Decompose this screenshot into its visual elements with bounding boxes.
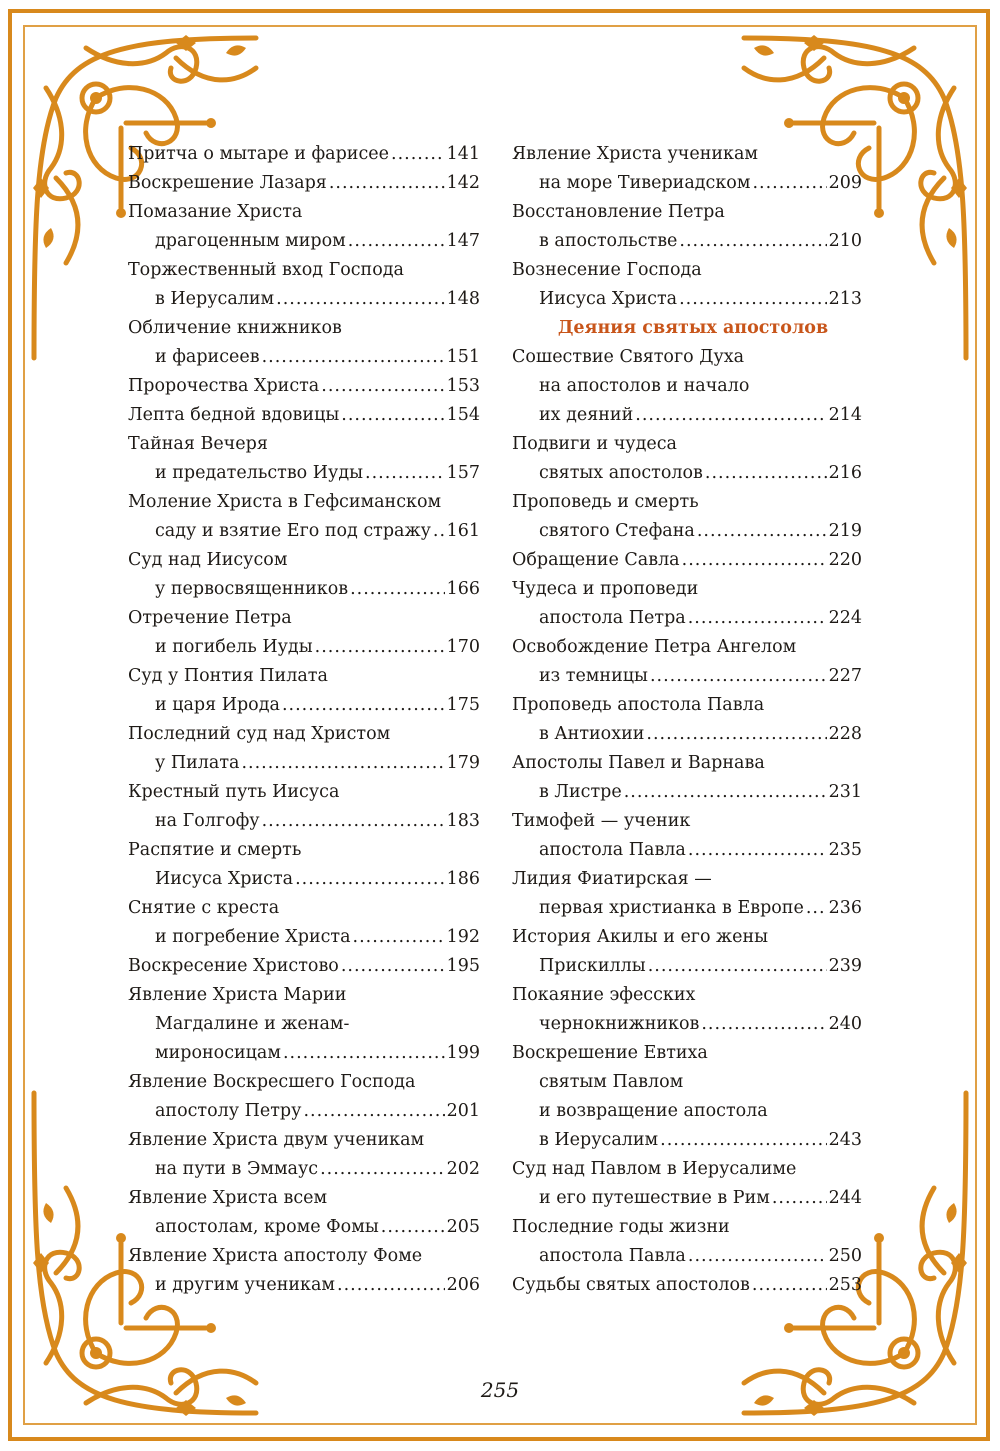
toc-entry-title: первая христианка в Европе bbox=[539, 898, 804, 918]
toc-entry-title: в Иерусалим bbox=[539, 1130, 659, 1150]
toc-entry-line bbox=[128, 575, 480, 604]
toc-entry-title: Воскрешение Евтиха bbox=[512, 1043, 708, 1063]
toc-entry-line bbox=[512, 691, 862, 720]
toc-entry-line bbox=[128, 749, 480, 778]
toc-entry-title: Лидия Фиатирская — bbox=[512, 869, 712, 889]
toc-entry-line bbox=[128, 1184, 480, 1213]
toc-entry-line bbox=[512, 1126, 862, 1155]
dot-leader bbox=[660, 1126, 826, 1155]
toc-entry-page: 166 bbox=[446, 579, 480, 599]
toc-entry-page: 183 bbox=[446, 811, 480, 831]
toc-entry-page: 243 bbox=[828, 1130, 862, 1150]
toc-entry bbox=[512, 1039, 862, 1155]
toc-entry-title: Тимофей — ученик bbox=[512, 811, 691, 831]
toc-entry-title: Явление Христа апостолу Фоме bbox=[128, 1246, 423, 1266]
toc-entry-title: у Пилата bbox=[155, 753, 240, 773]
toc-entry bbox=[512, 749, 862, 807]
toc-entry-line bbox=[128, 459, 480, 488]
dot-leader bbox=[688, 604, 827, 633]
toc-entry-title: Отречение Петра bbox=[128, 608, 292, 628]
toc-entry bbox=[128, 372, 480, 401]
dot-leader bbox=[282, 691, 445, 720]
dot-leader bbox=[624, 778, 827, 807]
dot-leader bbox=[688, 836, 827, 865]
toc-entry-title: из темницы bbox=[539, 666, 648, 686]
dot-leader bbox=[241, 749, 444, 778]
toc-entry-title: Моление Христа в Гефсиманском bbox=[128, 492, 442, 512]
toc-entry-title: Суд у Понтия Пилата bbox=[128, 666, 328, 686]
toc-entry-title: Иисуса Христа bbox=[155, 869, 294, 889]
dot-leader bbox=[650, 662, 827, 691]
toc-entry bbox=[128, 604, 480, 662]
toc-entry-line bbox=[128, 1010, 480, 1039]
toc-entry-page: 244 bbox=[828, 1188, 862, 1208]
toc-entry-line bbox=[512, 169, 862, 198]
toc-entry-title: Явление Христа Марии bbox=[128, 985, 347, 1005]
toc-entry-line bbox=[128, 488, 480, 517]
dot-leader bbox=[701, 1010, 826, 1039]
toc-entry-page: 201 bbox=[446, 1101, 480, 1121]
toc-entry bbox=[128, 778, 480, 836]
toc-entry-title: Воскрешение Лазаря bbox=[128, 173, 327, 193]
toc-entry-title: Освобождение Петра Ангелом bbox=[512, 637, 797, 657]
toc-entry-page: 216 bbox=[828, 463, 862, 483]
toc-entry-line bbox=[512, 633, 862, 662]
toc-entry bbox=[512, 923, 862, 981]
toc-entry-page: 154 bbox=[446, 405, 480, 425]
toc-entry bbox=[512, 198, 862, 256]
toc-entry-title: Притча о мытаре и фарисее bbox=[128, 144, 389, 164]
toc-entry-line bbox=[512, 865, 862, 894]
toc-entry-line bbox=[128, 285, 480, 314]
toc-entry-title: Снятие с креста bbox=[128, 898, 280, 918]
dot-leader bbox=[433, 517, 445, 546]
toc-entry-title: апостола Павла bbox=[539, 840, 686, 860]
toc-entry bbox=[512, 1213, 862, 1271]
dot-leader bbox=[806, 894, 827, 923]
toc-entry-line bbox=[128, 1126, 480, 1155]
toc-entry-title: Явление Христа всем bbox=[128, 1188, 328, 1208]
toc-entry-line bbox=[512, 1213, 862, 1242]
toc-entry-title: саду и взятие Его под стражу bbox=[155, 521, 431, 541]
toc-entry bbox=[512, 140, 862, 198]
toc-entry-title: Последний суд над Христом bbox=[128, 724, 391, 744]
toc-right-column bbox=[512, 140, 862, 1300]
toc-entry-line bbox=[128, 227, 480, 256]
toc-entry-page: 209 bbox=[828, 173, 862, 193]
toc-entry bbox=[128, 952, 480, 981]
dot-leader bbox=[635, 401, 826, 430]
dot-leader bbox=[329, 169, 445, 198]
toc-entry bbox=[512, 575, 862, 633]
toc-entry-line bbox=[128, 169, 480, 198]
toc-entry-title: и возвращение апостола bbox=[539, 1101, 768, 1121]
toc-entry-line bbox=[512, 372, 862, 401]
toc-entry-page: 231 bbox=[828, 782, 862, 802]
toc-entry bbox=[128, 1242, 480, 1300]
dot-leader bbox=[283, 1039, 445, 1068]
dot-leader bbox=[705, 459, 827, 488]
toc-entry bbox=[128, 662, 480, 720]
toc-entry-line bbox=[512, 256, 862, 285]
toc-entry bbox=[128, 1068, 480, 1126]
toc-entry-page: 153 bbox=[446, 376, 480, 396]
dot-leader bbox=[752, 1271, 827, 1300]
dot-leader bbox=[276, 285, 444, 314]
toc-entry-title: Явление Христа ученикам bbox=[512, 144, 759, 164]
toc-entry-line bbox=[512, 836, 862, 865]
toc-entry-line bbox=[128, 923, 480, 952]
toc-entry-line bbox=[128, 517, 480, 546]
toc-entry-page: 224 bbox=[828, 608, 862, 628]
toc-entry-title: их деяний bbox=[539, 405, 634, 425]
toc-entry-page: 205 bbox=[446, 1217, 480, 1237]
toc-entry-line bbox=[128, 720, 480, 749]
toc-entry-title: драгоценным миром bbox=[155, 231, 346, 251]
toc-entry-title: Судьбы святых апостолов bbox=[512, 1275, 750, 1295]
toc-entry bbox=[512, 488, 862, 546]
toc-entry-page: 148 bbox=[446, 289, 480, 309]
toc-entry-page: 142 bbox=[446, 173, 480, 193]
toc-entry-title: на апостолов и начало bbox=[539, 376, 750, 396]
toc-entry bbox=[512, 430, 862, 488]
toc-entry-line bbox=[128, 198, 480, 227]
toc-entry-line bbox=[512, 285, 862, 314]
toc-entry-line bbox=[512, 662, 862, 691]
dot-leader bbox=[381, 1213, 445, 1242]
toc-entry-line bbox=[128, 1271, 480, 1300]
toc-entry bbox=[128, 836, 480, 894]
toc-entry-page: 240 bbox=[828, 1014, 862, 1034]
toc-entry-page: 250 bbox=[828, 1246, 862, 1266]
dot-leader bbox=[679, 285, 827, 314]
toc-entry-title: Подвиги и чудеса bbox=[512, 434, 677, 454]
dot-leader bbox=[391, 140, 445, 169]
toc-entry-title: святым Павлом bbox=[539, 1072, 684, 1092]
toc-entry-line bbox=[128, 691, 480, 720]
toc-entry bbox=[512, 546, 862, 575]
toc-entry bbox=[128, 401, 480, 430]
toc-entry-line bbox=[128, 778, 480, 807]
toc-entry-line bbox=[512, 343, 862, 372]
toc-entry-line bbox=[128, 372, 480, 401]
toc-entry-page: 170 bbox=[446, 637, 480, 657]
dot-leader bbox=[315, 633, 445, 662]
toc-entry-line bbox=[128, 430, 480, 459]
toc-entry-title: История Акилы и его жены bbox=[512, 927, 769, 947]
toc-entry-line bbox=[128, 1097, 480, 1126]
toc-entry-line bbox=[512, 894, 862, 923]
dot-leader bbox=[321, 372, 444, 401]
toc-entry-line bbox=[128, 981, 480, 1010]
dot-leader bbox=[365, 459, 445, 488]
dot-leader bbox=[320, 1155, 445, 1184]
toc-entry-title: на пути в Эммаус bbox=[155, 1159, 319, 1179]
toc-entry-line bbox=[512, 1271, 862, 1300]
toc-entry-page: 213 bbox=[828, 289, 862, 309]
toc-entry-page: 206 bbox=[446, 1275, 480, 1295]
toc-entry bbox=[128, 140, 480, 169]
toc-entry bbox=[128, 169, 480, 198]
toc-entry-line bbox=[128, 1242, 480, 1271]
toc-entry bbox=[128, 314, 480, 372]
toc-entry bbox=[128, 720, 480, 778]
toc-entry-page: 253 bbox=[828, 1275, 862, 1295]
toc-entry-title: Обращение Савла bbox=[512, 550, 680, 570]
toc-entry-line bbox=[128, 836, 480, 865]
toc-entry-title: в Листре bbox=[539, 782, 622, 802]
toc-entry-line bbox=[512, 430, 862, 459]
toc-entry-title: Апостолы Павел и Варнава bbox=[512, 753, 765, 773]
toc-entry-title: Сошествие Святого Духа bbox=[512, 347, 745, 367]
toc-entry-title: Воскресение Христово bbox=[128, 956, 339, 976]
toc-entry-title: Чудеса и проповеди bbox=[512, 579, 699, 599]
dot-leader bbox=[350, 575, 444, 604]
toc-entry-page: 151 bbox=[446, 347, 480, 367]
toc-entry-line bbox=[128, 865, 480, 894]
dot-leader bbox=[682, 546, 827, 575]
toc-entry-line bbox=[512, 1068, 862, 1097]
toc-entry-line bbox=[512, 604, 862, 633]
toc-entry-line bbox=[512, 1097, 862, 1126]
toc-entry-line bbox=[128, 1155, 480, 1184]
toc-entry-line bbox=[128, 546, 480, 575]
toc-entry-line bbox=[512, 1039, 862, 1068]
toc-entry bbox=[512, 981, 862, 1039]
toc-entry-title: Явление Воскресшего Господа bbox=[128, 1072, 416, 1092]
toc-entry-line bbox=[512, 720, 862, 749]
toc-entry bbox=[512, 865, 862, 923]
section-heading: Деяния святых апостолов bbox=[557, 318, 829, 338]
toc-entry-line bbox=[512, 981, 862, 1010]
toc-entry-page: 220 bbox=[828, 550, 862, 570]
toc-right-top-list bbox=[512, 140, 862, 314]
toc-entry-title: Распятие и смерть bbox=[128, 840, 302, 860]
dot-leader bbox=[348, 227, 445, 256]
toc-entry-title: Пророчества Христа bbox=[128, 376, 320, 396]
toc-entry-title: апостолу Петру bbox=[155, 1101, 302, 1121]
toc-entry-line bbox=[512, 517, 862, 546]
toc-entry-title: Тайная Вечеря bbox=[128, 434, 268, 454]
toc-entry-page: 199 bbox=[446, 1043, 480, 1063]
toc-entry-line bbox=[128, 1068, 480, 1097]
toc-entry-line bbox=[512, 1242, 862, 1271]
toc-entry bbox=[512, 807, 862, 865]
toc-entry-title: Помазание Христа bbox=[128, 202, 303, 222]
toc-entry-title: Прискиллы bbox=[539, 956, 646, 976]
toc-entry-line bbox=[512, 1155, 862, 1184]
toc-entry-line bbox=[512, 546, 862, 575]
toc-entry-title: Последние годы жизни bbox=[512, 1217, 730, 1237]
toc-entry-line bbox=[512, 227, 862, 256]
toc-entry-line bbox=[128, 662, 480, 691]
toc-entry-title: Торжественный вход Господа bbox=[128, 260, 404, 280]
toc-entry-line bbox=[128, 1039, 480, 1068]
toc-entry bbox=[512, 1155, 862, 1213]
toc-entry-title: Покаяние эфесских bbox=[512, 985, 696, 1005]
dot-leader bbox=[752, 169, 826, 198]
toc-entry-line bbox=[128, 1213, 480, 1242]
toc-entry-title: на Голгофу bbox=[155, 811, 260, 831]
toc-entry-page: 175 bbox=[446, 695, 480, 715]
page-number: 255 bbox=[480, 1378, 520, 1402]
toc-entry-line bbox=[128, 401, 480, 430]
toc-entry bbox=[128, 256, 480, 314]
toc-entry-line bbox=[128, 343, 480, 372]
toc-entry-page: 195 bbox=[446, 956, 480, 976]
toc-entry-line bbox=[512, 1010, 862, 1039]
dot-leader bbox=[772, 1184, 827, 1213]
toc-entry-line bbox=[512, 140, 862, 169]
toc-entry-title: в Иерусалим bbox=[155, 289, 275, 309]
dot-leader bbox=[341, 952, 445, 981]
toc-entry-title: и предательство Иуды bbox=[155, 463, 364, 483]
toc-entry-page: 179 bbox=[446, 753, 480, 773]
toc-entry-title: и другим ученикам bbox=[155, 1275, 336, 1295]
toc-entry bbox=[512, 1271, 862, 1300]
toc-entry-line bbox=[512, 459, 862, 488]
toc-entry-title: и его путешествие в Рим bbox=[539, 1188, 770, 1208]
toc-right-bottom-list bbox=[512, 343, 862, 1300]
toc-entry-page: 202 bbox=[446, 1159, 480, 1179]
toc-entry-title: и фарисеев bbox=[155, 347, 260, 367]
toc-entry-title: Лепта бедной вдовицы bbox=[128, 405, 340, 425]
toc-entry bbox=[512, 633, 862, 691]
toc-entry-page: 157 bbox=[446, 463, 480, 483]
toc-entry-page: 147 bbox=[446, 231, 480, 251]
toc-entry-title: Суд над Павлом в Иерусалиме bbox=[512, 1159, 797, 1179]
toc-entry-title: мироносицам bbox=[155, 1043, 281, 1063]
dot-leader bbox=[353, 923, 445, 952]
toc-entry bbox=[128, 981, 480, 1068]
toc-entry-line bbox=[512, 575, 862, 604]
toc-entry bbox=[128, 198, 480, 256]
toc-entry-page: 239 bbox=[828, 956, 862, 976]
toc-entry-title: Проповедь апостола Павла bbox=[512, 695, 765, 715]
toc-left-column bbox=[128, 140, 480, 1300]
toc-entry-title: Суд над Иисусом bbox=[128, 550, 288, 570]
dot-leader bbox=[648, 952, 827, 981]
toc-entry-line bbox=[512, 401, 862, 430]
toc-entry-title: святого Стефана bbox=[539, 521, 695, 541]
toc-entry-title: и погибель Иуды bbox=[155, 637, 313, 657]
toc-entry-title: в Антиохии bbox=[539, 724, 645, 744]
toc-entry-page: 236 bbox=[828, 898, 862, 918]
toc-entry-title: апостола Петра bbox=[539, 608, 686, 628]
toc-entry bbox=[128, 430, 480, 488]
toc-entry-title: в апостольстве bbox=[539, 231, 678, 251]
dot-leader bbox=[303, 1097, 444, 1126]
toc-entry-line bbox=[512, 778, 862, 807]
toc-entry-line bbox=[128, 894, 480, 923]
toc-entry-line bbox=[512, 952, 862, 981]
toc-entry-title: и царя Ирода bbox=[155, 695, 280, 715]
dot-leader bbox=[337, 1271, 445, 1300]
toc-entry-title: Явление Христа двум ученикам bbox=[128, 1130, 425, 1150]
toc-entry-line bbox=[512, 807, 862, 836]
toc-entry-title: Обличение книжников bbox=[128, 318, 342, 338]
toc-entry-title: Восстановление Петра bbox=[512, 202, 725, 222]
toc-entry-line bbox=[128, 256, 480, 285]
toc-entry-title: Иисуса Христа bbox=[539, 289, 678, 309]
dot-leader bbox=[341, 401, 444, 430]
dot-leader bbox=[295, 865, 445, 894]
toc-entry-title: Магдалине и женам- bbox=[155, 1014, 350, 1034]
toc-entry-title: Проповедь и смерть bbox=[512, 492, 699, 512]
toc-entry-line bbox=[128, 604, 480, 633]
toc-entry-line bbox=[128, 314, 480, 343]
toc-entry-page: 219 bbox=[828, 521, 862, 541]
toc-entry-line bbox=[128, 807, 480, 836]
toc-entry-page: 141 bbox=[446, 144, 480, 164]
dot-leader bbox=[646, 720, 826, 749]
toc-entry-title: апостола Павла bbox=[539, 1246, 686, 1266]
toc-entry bbox=[128, 1126, 480, 1184]
toc-entry bbox=[512, 256, 862, 314]
toc-entry bbox=[128, 546, 480, 604]
dot-leader bbox=[679, 227, 826, 256]
toc-entry bbox=[128, 894, 480, 952]
toc-entry bbox=[128, 488, 480, 546]
toc-entry-title: чернокнижников bbox=[539, 1014, 700, 1034]
toc-entry-line bbox=[512, 749, 862, 778]
toc-entry-line bbox=[512, 198, 862, 227]
toc-entry-line bbox=[128, 952, 480, 981]
toc-entry-page: 214 bbox=[828, 405, 862, 425]
toc-entry-page: 210 bbox=[828, 231, 862, 251]
toc-entry-page: 192 bbox=[446, 927, 480, 947]
toc-entry-title: на море Тивериадском bbox=[539, 173, 751, 193]
toc-entry bbox=[512, 343, 862, 430]
toc-entry bbox=[128, 1184, 480, 1242]
toc-entry-title: Вознесение Господа bbox=[512, 260, 702, 280]
dot-leader bbox=[262, 807, 445, 836]
toc-entry-title: у первосвященников bbox=[155, 579, 349, 599]
dot-leader bbox=[262, 343, 445, 372]
toc-entry bbox=[512, 691, 862, 749]
toc-entry-line bbox=[128, 140, 480, 169]
toc-entry-page: 228 bbox=[828, 724, 862, 744]
dot-leader bbox=[688, 1242, 827, 1271]
toc-entry-line bbox=[512, 1184, 862, 1213]
toc-entry-title: святых апостолов bbox=[539, 463, 703, 483]
toc-entry-title: Крестный путь Иисуса bbox=[128, 782, 340, 802]
toc-entry-title: и погребение Христа bbox=[155, 927, 351, 947]
toc-entry-page: 235 bbox=[828, 840, 862, 860]
toc-entry-line bbox=[512, 923, 862, 952]
toc-entry-page: 186 bbox=[446, 869, 480, 889]
toc-entry-title: апостолам, кроме Фомы bbox=[155, 1217, 379, 1237]
toc-entry-line bbox=[512, 488, 862, 517]
dot-leader bbox=[697, 517, 827, 546]
toc-entry-page: 161 bbox=[446, 521, 480, 541]
toc-entry-page: 227 bbox=[828, 666, 862, 686]
toc-entry-line bbox=[128, 633, 480, 662]
